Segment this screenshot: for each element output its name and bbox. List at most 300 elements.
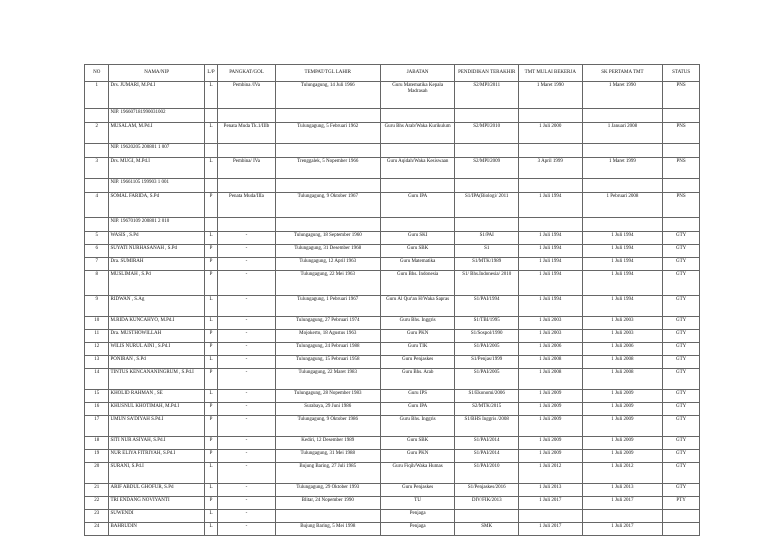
header-jabatan: JABATAN xyxy=(380,65,455,82)
cell-status xyxy=(663,523,700,536)
cell-sk xyxy=(582,510,663,523)
cell-jabatan: Guru PKN xyxy=(380,330,455,343)
cell-jabatan: Guru Penjaskes xyxy=(380,484,455,497)
table-row xyxy=(85,403,700,416)
cell-no xyxy=(85,179,109,193)
cell-status xyxy=(663,510,700,523)
cell-pangkat: - xyxy=(218,463,275,484)
cell-tmt xyxy=(519,218,583,232)
cell-pendidikan: S1/Sospol/1990 xyxy=(455,330,519,343)
cell-sk: 1 Juli 2008 xyxy=(582,369,663,390)
cell-status: PNS xyxy=(663,123,700,144)
cell-status: PTY xyxy=(663,497,700,510)
cell-sk: 1 Juli 2009 xyxy=(582,403,663,416)
cell-sk: 1 Juli 1994 xyxy=(582,245,663,258)
cell-no xyxy=(85,109,109,123)
cell-tmt xyxy=(519,109,583,123)
cell-pendidikan: S2/MPI/2009 xyxy=(455,158,519,179)
cell-tmt: 1 Juli 2009 xyxy=(519,403,583,416)
cell-no: 10 xyxy=(85,317,109,330)
cell-no: 21 xyxy=(85,484,109,497)
cell-pendidikan: S1/PAI/2005 xyxy=(455,343,519,356)
cell-nama: SUYATI NURHASANAH , S.Pd xyxy=(109,245,204,258)
cell-tmt: 1 Juli 2003 xyxy=(519,330,583,343)
cell-jabatan: Guru Fiqih/Waka Humas xyxy=(380,463,455,484)
cell-jabatan: TU xyxy=(380,497,455,510)
cell-jabatan: Guru Bhs. Arab xyxy=(380,369,455,390)
cell-no: 12 xyxy=(85,343,109,356)
cell-nama: SURANI, S.Pd.I xyxy=(109,463,204,484)
cell-sk xyxy=(582,144,663,158)
cell-jabatan: Penjaga xyxy=(380,523,455,536)
cell-no: 14 xyxy=(85,369,109,390)
cell-status: GTY xyxy=(663,369,700,390)
cell-status: GTY xyxy=(663,403,700,416)
cell-pangkat: - xyxy=(218,232,275,245)
cell-pendidikan: S1 xyxy=(455,245,519,258)
cell-tmt: 1 Juli 2009 xyxy=(519,390,583,403)
cell-lp: P xyxy=(204,369,217,390)
cell-no: 2 xyxy=(85,123,109,144)
cell-pangkat: - xyxy=(218,437,275,450)
cell-sk: 1 Juli 1994 xyxy=(582,296,663,317)
cell-lp: P xyxy=(204,258,217,271)
cell-status: GTY xyxy=(663,258,700,271)
cell-pangkat: - xyxy=(218,416,275,437)
cell-no: 17 xyxy=(85,416,109,437)
cell-lp: L xyxy=(204,356,217,369)
cell-nama: Drs. MUGI, M.Pd.I xyxy=(109,158,204,179)
table-row xyxy=(85,258,700,271)
cell-status: GTY xyxy=(663,463,700,484)
table-row xyxy=(85,158,700,179)
cell-lp: L xyxy=(204,484,217,497)
table-row xyxy=(85,356,700,369)
cell-pendidikan xyxy=(455,510,519,523)
cell-tmt: 1 Juli 2017 xyxy=(519,497,583,510)
table-row xyxy=(85,193,700,218)
cell-ttl: Tulungagung, 31 Mei 1988 xyxy=(275,450,380,463)
cell-lp xyxy=(204,218,217,232)
table-row xyxy=(85,450,700,463)
cell-no: 5 xyxy=(85,232,109,245)
cell-no: 1 xyxy=(85,82,109,109)
cell-ttl: Trenggalek, 5 Nopember 1966 xyxy=(275,158,380,179)
cell-pangkat xyxy=(218,218,275,232)
cell-lp: L xyxy=(204,317,217,330)
cell-status: GTY xyxy=(663,484,700,497)
cell-pangkat: - xyxy=(218,245,275,258)
cell-sk: 1 Juli 2009 xyxy=(582,450,663,463)
cell-tmt: 1 Juli 2000 xyxy=(519,123,583,144)
cell-jabatan: Guru SBK xyxy=(380,245,455,258)
cell-sk: 1 Juli 2003 xyxy=(582,330,663,343)
cell-lp: P xyxy=(204,343,217,356)
cell-tmt: 1 Juli 1994 xyxy=(519,193,583,218)
cell-ttl: Tulungagung, 12 April 1963 xyxy=(275,258,380,271)
table-row xyxy=(85,144,700,158)
cell-pangkat: - xyxy=(218,258,275,271)
cell-jabatan xyxy=(380,179,455,193)
cell-pangkat: Penata Muda/IIIa xyxy=(218,193,275,218)
table-row xyxy=(85,123,700,144)
table-row xyxy=(85,523,700,536)
cell-sk xyxy=(582,218,663,232)
table-row xyxy=(85,271,700,296)
cell-tmt: 1 Juli 2003 xyxy=(519,317,583,330)
cell-sk: 1 Juli 2008 xyxy=(582,356,663,369)
cell-status xyxy=(663,179,700,193)
cell-lp xyxy=(204,144,217,158)
cell-ttl: Kediri, 12 Desember 1989 xyxy=(275,437,380,450)
cell-ttl xyxy=(275,179,380,193)
table-row xyxy=(85,232,700,245)
cell-ttl: Tulungagung, 9 Oktober 1967 xyxy=(275,193,380,218)
header-no: NO xyxy=(85,65,109,82)
cell-tmt: 1 Juli 2009 xyxy=(519,437,583,450)
cell-lp: P xyxy=(204,497,217,510)
cell-jabatan: Guru Matematika xyxy=(380,258,455,271)
cell-pangkat: - xyxy=(218,450,275,463)
cell-ttl: Blitar, 24 Nopember 1990 xyxy=(275,497,380,510)
cell-ttl: Bujung Baring, 27 Juli 1985 xyxy=(275,463,380,484)
cell-nama: RIDWAN , S.Ag xyxy=(109,296,204,317)
cell-sk: 1 Juli 2017 xyxy=(582,523,663,536)
cell-nama: NIP. 19620205 200801 1 007 xyxy=(109,144,204,158)
table-row xyxy=(85,369,700,390)
cell-pendidikan: S1/MTK/1989 xyxy=(455,258,519,271)
cell-lp: P xyxy=(204,193,217,218)
header-row xyxy=(85,65,700,82)
cell-sk xyxy=(582,179,663,193)
cell-no: 4 xyxy=(85,193,109,218)
cell-pangkat: Pembina/ IVa xyxy=(218,158,275,179)
cell-no: 18 xyxy=(85,437,109,450)
cell-sk: 1 Januari 2008 xyxy=(582,123,663,144)
cell-pangkat: - xyxy=(218,296,275,317)
cell-lp: L xyxy=(204,158,217,179)
cell-tmt: 1 Juli 2017 xyxy=(519,523,583,536)
header-pendidikan: PENDIDIKAN TERAKHIR xyxy=(455,65,519,82)
cell-no: 6 xyxy=(85,245,109,258)
table-row xyxy=(85,330,700,343)
cell-lp: L xyxy=(204,510,217,523)
cell-sk: 1 Juli 2009 xyxy=(582,437,663,450)
cell-pendidikan: S1/Ekonomi/2006 xyxy=(455,390,519,403)
cell-status: GTY xyxy=(663,437,700,450)
cell-nama: NIP. 19670109 200801 2 010 xyxy=(109,218,204,232)
cell-pendidikan: S2/MPI/2010 xyxy=(455,123,519,144)
cell-pangkat: - xyxy=(218,369,275,390)
cell-ttl: Tulungagung, 1 Pebruari 1967 xyxy=(275,296,380,317)
table-row xyxy=(85,437,700,450)
cell-status: PNS xyxy=(663,158,700,179)
cell-pendidikan: S1/PAI/2010 xyxy=(455,463,519,484)
cell-sk: 1 Juli 2009 xyxy=(582,416,663,437)
cell-lp: P xyxy=(204,450,217,463)
cell-ttl: Bujung Baring, 5 Mei 1998 xyxy=(275,523,380,536)
cell-jabatan: Guru SKI xyxy=(380,232,455,245)
cell-status: PNS xyxy=(663,82,700,109)
cell-nama: NUR ELIYA FITRIYAH, S.Pd.I xyxy=(109,450,204,463)
cell-pangkat xyxy=(218,144,275,158)
cell-nama: M.RIDA KUNCAHYO, M.Pd.I xyxy=(109,317,204,330)
header-pangkat: PANGKAT/GOL xyxy=(218,65,275,82)
cell-jabatan: Guru IPA xyxy=(380,403,455,416)
cell-pangkat: - xyxy=(218,510,275,523)
cell-nama: MUSLIMAH , S.Pd xyxy=(109,271,204,296)
cell-pendidikan: S1/ Bhs.Indonesia/ 2010 xyxy=(455,271,519,296)
cell-jabatan: Penjaga xyxy=(380,510,455,523)
cell-tmt: 1 Juli 2009 xyxy=(519,416,583,437)
cell-lp: L xyxy=(204,463,217,484)
cell-pendidikan: S2/MPI/2011 xyxy=(455,82,519,109)
cell-tmt: 1 Juli 2013 xyxy=(519,484,583,497)
cell-pangkat: - xyxy=(218,356,275,369)
cell-jabatan xyxy=(380,218,455,232)
cell-tmt: 1 Juli 1994 xyxy=(519,258,583,271)
cell-tmt: 1 Juli 2009 xyxy=(519,450,583,463)
cell-tmt xyxy=(519,179,583,193)
cell-jabatan: Guru Aqidah/Waka Kesiswaan xyxy=(380,158,455,179)
table-row xyxy=(85,497,700,510)
cell-pangkat: - xyxy=(218,497,275,510)
cell-jabatan: Guru SBK xyxy=(380,437,455,450)
cell-ttl: Tulungagung, 9 Oktober 1986 xyxy=(275,416,380,437)
cell-pendidikan: S1/PAI/2005 xyxy=(455,369,519,390)
cell-jabatan: Guru PKN xyxy=(380,450,455,463)
cell-ttl: Tulungagung, 28 Nopember 1983 xyxy=(275,390,380,403)
cell-pangkat: - xyxy=(218,403,275,416)
cell-ttl xyxy=(275,510,380,523)
cell-no: 19 xyxy=(85,450,109,463)
cell-ttl xyxy=(275,144,380,158)
cell-sk: 1 Juli 2013 xyxy=(582,484,663,497)
cell-status: GTY xyxy=(663,296,700,317)
cell-pangkat: - xyxy=(218,271,275,296)
cell-tmt: 1 Juli 2008 xyxy=(519,369,583,390)
cell-pangkat: - xyxy=(218,343,275,356)
cell-pangkat: Penata Muda Tk.1/IIIb xyxy=(218,123,275,144)
cell-pangkat xyxy=(218,109,275,123)
cell-nama: SITI NUR ASIYAH, S.Pd.I xyxy=(109,437,204,450)
table-row xyxy=(85,82,700,109)
cell-no: 16 xyxy=(85,403,109,416)
cell-nama: WILIS NURUL AINI , S.Pd.I xyxy=(109,343,204,356)
cell-lp xyxy=(204,179,217,193)
staff-table xyxy=(84,64,700,536)
cell-lp: L xyxy=(204,296,217,317)
cell-no: 8 xyxy=(85,271,109,296)
cell-sk: 1 Juli 2009 xyxy=(582,390,663,403)
cell-status: GTY xyxy=(663,232,700,245)
cell-sk: 1 Juli 2003 xyxy=(582,317,663,330)
cell-status: GTY xyxy=(663,356,700,369)
table-row xyxy=(85,343,700,356)
cell-pendidikan: S1/PAI/2014 xyxy=(455,450,519,463)
cell-pendidikan: S1/PAI xyxy=(455,232,519,245)
cell-status xyxy=(663,218,700,232)
cell-nama: KHOLID RAHMAN , SE xyxy=(109,390,204,403)
cell-lp: P xyxy=(204,271,217,296)
cell-nama: WASIS , S.Pd xyxy=(109,232,204,245)
cell-pendidikan: S1/IPA(Biologi/ 2011 xyxy=(455,193,519,218)
cell-sk: 1 Juli 2017 xyxy=(582,497,663,510)
cell-pangkat: - xyxy=(218,484,275,497)
cell-status xyxy=(663,109,700,123)
cell-ttl: Tulungagung, 24 Pebruari 1988 xyxy=(275,343,380,356)
table-row xyxy=(85,109,700,123)
table-row xyxy=(85,390,700,403)
cell-sk: 1 Pebruari 2008 xyxy=(582,193,663,218)
cell-tmt: 1 Juli 2012 xyxy=(519,463,583,484)
cell-jabatan: Guru Bhs. Indonesia xyxy=(380,271,455,296)
header-tmt: TMT MULAI BEKERJA xyxy=(519,65,583,82)
cell-nama: Drs. JUMARI, M.Pd.I xyxy=(109,82,204,109)
cell-ttl: Tulungagung, 31 Desember 1968 xyxy=(275,245,380,258)
cell-nama: SUWENDI xyxy=(109,510,204,523)
cell-pendidikan: DIV/FIK/2013 xyxy=(455,497,519,510)
cell-ttl xyxy=(275,218,380,232)
cell-pangkat: - xyxy=(218,523,275,536)
cell-tmt: 1 Juli 1994 xyxy=(519,245,583,258)
table-row xyxy=(85,296,700,317)
cell-no: 3 xyxy=(85,158,109,179)
cell-pendidikan: S1/PAI/2014 xyxy=(455,437,519,450)
cell-nama: TRI ENDANG NOVIYANTI xyxy=(109,497,204,510)
table-row xyxy=(85,416,700,437)
cell-sk: 1 Juli 2012 xyxy=(582,463,663,484)
header-lp: L/P xyxy=(204,65,217,82)
table-row xyxy=(85,317,700,330)
cell-tmt xyxy=(519,144,583,158)
cell-tmt: 1 Juli 2008 xyxy=(519,356,583,369)
table-row xyxy=(85,218,700,232)
cell-no: 15 xyxy=(85,390,109,403)
cell-status: GTY xyxy=(663,330,700,343)
cell-jabatan: Guru Bhs. Inggris xyxy=(380,317,455,330)
cell-nama: ARIF ABDUL GHOFUR, S.Pd xyxy=(109,484,204,497)
cell-nama: MUSALAM, M.Pd.I xyxy=(109,123,204,144)
cell-ttl: Tulungagung, 14 Juli 1966 xyxy=(275,82,380,109)
cell-ttl: Tulungagung, 5 Februari 1962 xyxy=(275,123,380,144)
cell-pendidikan: S1/BHS Inggris /2008 xyxy=(455,416,519,437)
cell-tmt: 1 Juli 1994 xyxy=(519,232,583,245)
cell-jabatan: Guru Bhs Arab/Waka Kurikulum xyxy=(380,123,455,144)
cell-status: GTY xyxy=(663,450,700,463)
cell-status: GTY xyxy=(663,343,700,356)
cell-jabatan xyxy=(380,109,455,123)
cell-lp: L xyxy=(204,523,217,536)
cell-pendidikan: S1/Penjaskes/2016 xyxy=(455,484,519,497)
cell-lp: P xyxy=(204,437,217,450)
cell-no xyxy=(85,144,109,158)
cell-sk: 1 Juli 2006 xyxy=(582,343,663,356)
header-ttl: TEMPAT/TGL LAHIR xyxy=(275,65,380,82)
cell-pendidikan: S2/MTK/2015 xyxy=(455,403,519,416)
cell-status: PNS xyxy=(663,193,700,218)
cell-lp: P xyxy=(204,416,217,437)
cell-no: 22 xyxy=(85,497,109,510)
cell-sk: 1 Maret 1999 xyxy=(582,158,663,179)
cell-ttl: Tulungagung, 22 Mei 1963 xyxy=(275,271,380,296)
cell-sk: 1 Juli 1994 xyxy=(582,232,663,245)
cell-nama: Dra. MUSTHOWILLAH xyxy=(109,330,204,343)
table-row xyxy=(85,245,700,258)
header-status: STATUS xyxy=(663,65,700,82)
cell-sk: 1 Juli 1994 xyxy=(582,271,663,296)
cell-pendidikan: S1/PAI/1994 xyxy=(455,296,519,317)
cell-pendidikan: SMK xyxy=(455,523,519,536)
cell-no: 20 xyxy=(85,463,109,484)
cell-jabatan: Guru IPS xyxy=(380,390,455,403)
cell-ttl: Tulungagung, 29 Oktober 1993 xyxy=(275,484,380,497)
cell-pendidikan xyxy=(455,218,519,232)
cell-no xyxy=(85,218,109,232)
cell-ttl: Mojokerto, 18 Agustus 1963 xyxy=(275,330,380,343)
cell-pendidikan xyxy=(455,109,519,123)
cell-no: 24 xyxy=(85,523,109,536)
cell-nama: TINTUS KENCANANINGRUM , S.Pd.I xyxy=(109,369,204,390)
cell-no: 9 xyxy=(85,296,109,317)
cell-lp: L xyxy=(204,390,217,403)
cell-lp: P xyxy=(204,403,217,416)
cell-sk: 1 Maret 1990 xyxy=(582,82,663,109)
cell-tmt: 3 April 1999 xyxy=(519,158,583,179)
cell-nama: NIP. 19661105 199903 1 001 xyxy=(109,179,204,193)
cell-jabatan: Guru Matematika Kepala Madrasah xyxy=(380,82,455,109)
cell-lp xyxy=(204,109,217,123)
cell-pangkat: Pembina /IVa xyxy=(218,82,275,109)
cell-status: GTY xyxy=(663,317,700,330)
cell-tmt xyxy=(519,510,583,523)
cell-pangkat: - xyxy=(218,390,275,403)
cell-nama: KHUSNUL KHOTIMAH, M.Pd.I xyxy=(109,403,204,416)
cell-ttl: Tulungagung, 18 September 1960 xyxy=(275,232,380,245)
cell-ttl: Tulungagung, 27 Pebruari 1974 xyxy=(275,317,380,330)
cell-jabatan: Guru IPA xyxy=(380,193,455,218)
cell-no: 23 xyxy=(85,510,109,523)
cell-lp: L xyxy=(204,232,217,245)
cell-sk xyxy=(582,109,663,123)
cell-tmt: 1 Juli 1994 xyxy=(519,296,583,317)
cell-nama: SOMAL FARIDA, S.Pd xyxy=(109,193,204,218)
header-sk: SK PERTAMA TMT xyxy=(582,65,663,82)
cell-status: GTY xyxy=(663,271,700,296)
cell-nama: UMUN SA'DIYAH S.Pd.I xyxy=(109,416,204,437)
cell-status: GTY xyxy=(663,390,700,403)
cell-pendidikan xyxy=(455,144,519,158)
cell-no: 7 xyxy=(85,258,109,271)
cell-ttl: Surabaya, 29 Juni 1986 xyxy=(275,403,380,416)
table-row xyxy=(85,484,700,497)
cell-lp: L xyxy=(204,123,217,144)
cell-status xyxy=(663,144,700,158)
cell-nama: PONIRAN , S.Pd xyxy=(109,356,204,369)
cell-ttl: Tulungagung, 15 Pebruari 1958 xyxy=(275,356,380,369)
cell-status: GTY xyxy=(663,416,700,437)
cell-no: 13 xyxy=(85,356,109,369)
cell-jabatan: Guru Al Qur'an H/Waka Sapras xyxy=(380,296,455,317)
cell-lp: P xyxy=(204,330,217,343)
cell-pendidikan xyxy=(455,179,519,193)
cell-jabatan xyxy=(380,144,455,158)
cell-no: 11 xyxy=(85,330,109,343)
cell-ttl xyxy=(275,109,380,123)
cell-lp: L xyxy=(204,82,217,109)
cell-jabatan: Guru Bhs. Inggris xyxy=(380,416,455,437)
cell-status: GTY xyxy=(663,245,700,258)
